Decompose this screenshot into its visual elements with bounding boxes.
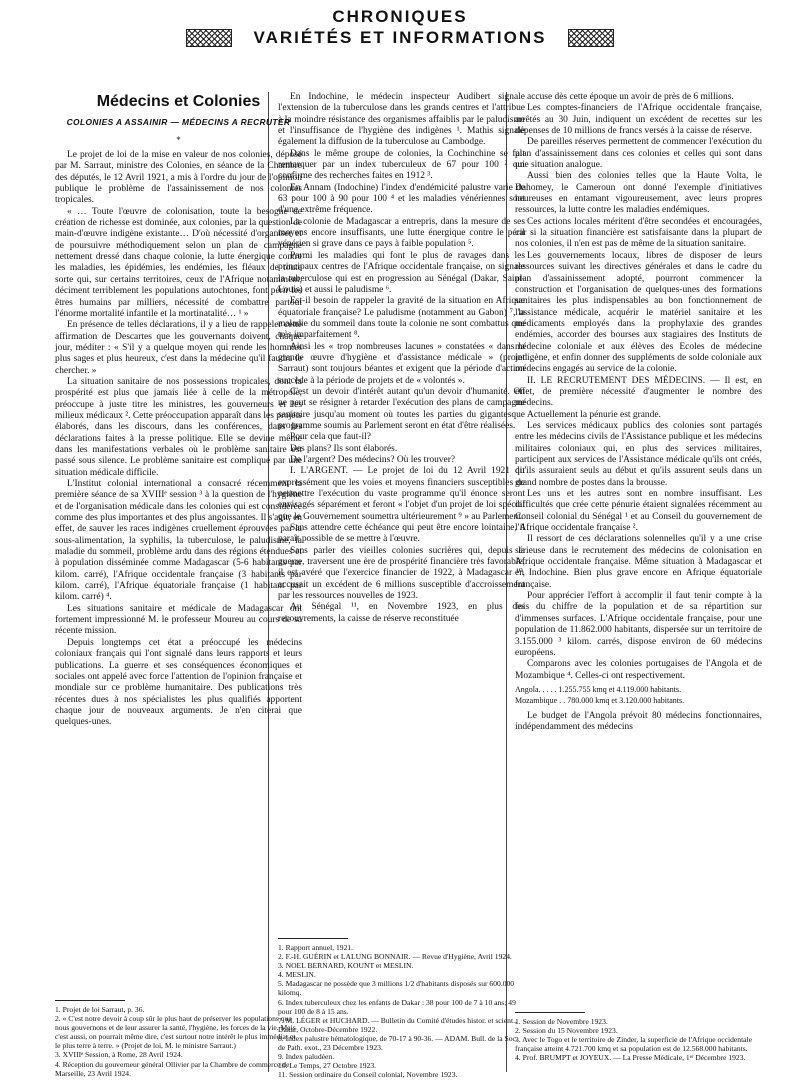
footnote: 2. F.-H. GUÉRIN et LALUNG BONNAIR. — Revue d'Hygiène, Avril 1924. xyxy=(278,952,512,962)
paragraph: Il ressort de ces déclarations solennelles qu'il y a une crise sérieuse dans le recrutement des médecins de colonisation en Afrique occidentale française. Même situation à Madagascar et en Indochine. Bien plus grave encore en Afrique équatoriale française. xyxy=(515,534,762,590)
paragraph: Dans le même groupe de colonies, la Cochinchine se fait remarquer par un index tuberculeux de 67 pour 100 ² qui confirme des recherches faites en 1912 ³. xyxy=(278,148,525,182)
footnote: 5. Madagascar ne possède que 3 millions 1/2 d'habitants disposés sur 600.000 kilomq. xyxy=(278,979,515,998)
paragraph: Depuis longtemps cet état a préoccupé les médecins coloniaux français qui l'ont signalé dans leurs rapports et leurs publications. La guerre et ses conséquences économiques et sociales ont appelé avec force l'attention de l'opinion française et mondiale sur ce problème humanitaire. Des publications très récentes dues à nos spécialistes les plus qualifiés apportent chaque jour de nouveaux arguments. Je n'en citerai que quelques-unes. xyxy=(55,637,302,728)
paragraph: Comparons avec les colonies portugaises de l'Angola et de Mozambique ⁴. Celles-ci ont respectivement. xyxy=(515,659,762,681)
paragraph: « … Toute l'œuvre de colonisation, toute la besogne de création de richesse est dominée, aux colonies, par la question de main-d'œuvre indigène existante… D'où nécessité d'organiser et de poursuivre méthodiquement selon un plan de campagne nettement dressé dans chaque colonie, la lutte énergique contre les maladies, les épidémies, les endémies, les fléaux de toute sorte qui, sur certains territoires, ceux de l'Afrique notamment, déciment terriblement les populations autochtones, font périr les êtres humains par milliers, nécessité de combattre partout l'énorme mortalité infantile et la mortinatalité… ¹ » xyxy=(55,206,302,319)
article-title: Médecins et Colonies xyxy=(96,93,261,110)
paragraph: Les uns et les autres sont en nombre insuffisant. Les difficultés que crée cette pénurie étaient signalées récemment au Conseil colonial du Sénégal ¹ et au Conseil du gouvernement de l'Afrique occidentale française ². xyxy=(515,489,762,534)
footnote: 11. Session ordinaire du Conseil colonial, Novembre 1923. xyxy=(278,1070,458,1080)
column-2 xyxy=(278,92,525,625)
paragraph: En présence de telles déclarations, il y a lieu de rappeler cette affirmation de Descartes que les gouvernants doivent, chaque jour, méditer : « S'il y a quelque moyen qui rende les hommes plus sages et plus heureux, c'est dans la médecine qu'il faudra le chercher. » xyxy=(55,320,302,376)
population-table xyxy=(515,684,762,707)
footnotes-col1 xyxy=(55,1000,302,1078)
paragraph: I. L'ARGENT. — Le projet de loi du 12 Avril 1921 dit expressément que les voies et moyens financiers susceptibles de permettre l'exécution du vaste programme qu'il énonce seront envisagés séparément et feront « l'objet d'un projet de loi spécial que le Gouvernement soumettra ultérieurement ⁹ » au Parlement. xyxy=(278,466,525,522)
paragraph: Les situations sanitaire et médicale de Madagascar ont fortement impressionné M. le professeur Moureu au cours de sa récente mission. xyxy=(55,603,302,637)
footnote: 4. Réception du gouverneur général Ollivier par la Chambre de commerce de Marseille, 23 Avril 1924. xyxy=(55,1059,290,1078)
paragraph: Ainsi les « trop nombreuses lacunes » constatées « dans la grande œuvre d'hygiène et d'assistance médicale » (projet Sarraut) sont toujours béantes et exigent que la période d'action succède à la période de projets et de « volontés ». xyxy=(278,341,525,386)
footnote: 7. M. LÉGER et HUCHARD. — Bulletin du Comité d'études histor. et scient., Dakar, Octobre-Décembre 1922. xyxy=(278,1015,517,1034)
paragraph: Pour cela que faut-il? xyxy=(290,432,371,443)
paragraph: II. LE RECRUTEMENT DES MÉDECINS. — Il est, en effet, de première nécessité d'augmenter le nombre des médecins. xyxy=(515,375,762,409)
paragraph: C'est un devoir d'intérêt autant qu'un devoir d'humanité. On ne peut se résigner à retarder l'exécution des plans de campagne sanitaire jusqu'au moment où toutes les parties du gigantesque programme soumis au Parlement seront en état d'être réalisées. xyxy=(278,386,525,431)
footnote: 4. Prof. BRUMPT et JOYEUX. — La Presse Médicale, 1ᵉʳ Décembre 1923. xyxy=(515,1053,746,1063)
paragraph: De l'argent? Des médecins? Où les trouver? xyxy=(290,455,456,465)
footnote: 1. Session de Novembre 1923. xyxy=(515,1017,608,1026)
paragraph: Au Sénégal ¹¹, en Novembre 1923, en plus des recouvrements, la caisse de réserve reconstituée xyxy=(278,602,525,624)
footnote: 1. Rapport annuel, 1921. xyxy=(278,943,354,952)
paragraph: De pareilles réserves permettent de commencer l'exécution du plan d'assainissement dans ces colonies et celles qui sont dans une situation analogue. xyxy=(515,137,762,171)
paragraph: L'Institut colonial international a consacré récemment la première séance de sa XVIIIᵉ session ³ à la question de l'hygiène et de l'organisation médicale dans les colonies qui est considérée comme des plus importantes et des plus angoissantes. Il s'agit, en effet, de sauver les races indigènes cruellement éprouvées par la sous-alimentation, la syphilis, la tuberculose, le paludisme, la maladie du sommeil, problème ardu dans des régions étendues et à population disséminée comme Madagascar (5-6 habitants par kilom. carré), l'Afrique occidentale française (3 habitants par kilom. carré), l'Afrique équatoriale française (1 habitant par kilom. carré) ⁴. xyxy=(55,479,302,603)
paragraph: En Annam (Indochine) l'index d'endémicité palustre varie de 63 pour 100 à 90 pour 100 ⁴ et les maladies vénériennes sont d'une extrême fréquence. xyxy=(278,182,525,216)
footnote: 9. Index paludéen. xyxy=(278,1052,335,1062)
paragraph: Est-il besoin de rappeler la gravité de la situation en Afrique équatoriale française? Le paludisme (notamment au Gabon) ⁷, la maladie du sommeil dans toute la colonie ne sont combattus que très imparfaitement ⁸. xyxy=(278,296,525,341)
column-3 xyxy=(515,92,762,733)
paragraph: Les comptes-financiers de l'Afrique occidentale française, arrêtés au 30 Juin, indiquent un excédent de recettes sur les dépenses de 10 millions de francs versés à la caisse de réserve. xyxy=(515,103,762,137)
footnotes-col3 xyxy=(515,1012,762,1062)
column-1 xyxy=(55,92,302,729)
footnote: 4. MESLIN. xyxy=(278,970,316,980)
article-subtitle: COLONIES A ASSAINIR — MÉDECINS A RECRUTER xyxy=(66,117,291,128)
paragraph: La situation sanitaire de nos possessions tropicales, dont la prospérité est plus que jamais liée à celle de la métropole, préoccupe à juste titre les ministres, les gouverneurs et les milieux médicaux ². Cette préoccupation apparaît dans les projets élaborés, dans les discours, dans les conférences, dans les déclarations faites à la presse politique. Elle se devine même dans les manifestations verbales où le problème sanitaire est passé sous silence. Le problème sanitaire est compliqué par une situation médicale difficile. xyxy=(55,376,302,478)
footnote: 8. Index palustre hématologique, de 70-17 à 90-36. — ADAM. Bull. de la Soc. de Path. exot., 23 Décembre 1923. xyxy=(278,1033,518,1053)
paragraph: Les services médicaux publics des colonies sont partagés entre les médecins civils de l'Assistance publique et les médecins militaires coloniaux qui, en plus des services militaires, participent aux services de l'Assistance médicale qu'ils ont créés, qu'ils assuraient seuls au début et qu'ils assurent seuls dans un grand nombre de postes dans la brousse. xyxy=(515,420,762,488)
paragraph: Parmi les maladies qui font le plus de ravages dans les principaux centres de l'Afrique occidentale française, on signale la tuberculose qui est en progression au Sénégal (Dakar, Saint-Louis) et aussi le paludisme ⁶. xyxy=(278,250,525,295)
paragraph: accuse dès cette époque un avoir de près de 6 millions. xyxy=(527,92,734,102)
paragraph: Actuellement la pénurie est grande. xyxy=(527,409,661,420)
paragraph: Sans attendre cette échéance qui peut être encore lointaine, il paraît possible de se mettre à l'œuvre. xyxy=(278,523,525,545)
footnote: 2. Session du 15 Novembre 1923. xyxy=(515,1026,618,1036)
header-title: CHRONIQUES xyxy=(332,7,468,26)
footnote: 3. XVIIIᵉ Session, à Rome, 28 Avril 1924. xyxy=(55,1050,183,1060)
footnote: 10. Le Temps, 27 Octobre 1923. xyxy=(278,1061,377,1071)
paragraph: Sans parler des vieilles colonies sucrières qui, depuis la guerre, traversent une ère de prospérité financière très favorable, il est avéré que l'exercice financier de 1922, à Madagascar ¹⁰, accusait un excédent de 6 millions susceptible d'accroissement par les ressources nouvelles de 1923. xyxy=(278,545,525,602)
ornament-left-icon xyxy=(186,29,232,47)
paragraph: En Indochine, le médecin inspecteur Audibert signale l'extension de la tuberculose dans les grands centres et l'attribue à la moindre résistance des organismes affaiblis par le paludisme et l'insuffisance de l'hygiène des indigènes ¹. Mathis signale également la diffusion de la tuberculose au Cambodge. xyxy=(278,92,525,148)
page-header xyxy=(0,6,800,48)
footnotes-col2 xyxy=(278,938,525,1079)
paragraph: Le budget de l'Angola prévoit 80 médecins fonctionnaires, indépendamment des médecins xyxy=(515,710,762,732)
footnote: 3. Avec le Togo et le territoire de Zinder, la superficie de l'Afrique occidentale française atteint 4.721.700 kmq et sa population est de 12.568.000 habitants. xyxy=(515,1035,753,1054)
paragraph: Pour apprécier l'effort à accomplir il faut tenir compte à la fois du chiffre de la population et de sa répartition sur d'immenses surfaces. L'Afrique occidentale française, pour une population de 11.862.000 habitants, dispersée sur un territoire de 3.155.000 ³ kilom. carrés, dispose environ de 60 médecins européens. xyxy=(515,591,762,658)
header-subtitle: VARIÉTÉS ET INFORMATIONS xyxy=(253,28,547,47)
paragraph: Les gouvernements locaux, libres de disposer de leurs ressources suivant les directives générales et dans le cadre du plan d'assainissement adopté, pourront commencer la construction et l'organisation de quelques-unes des formations sanitaires les plus indispensables au bon fonctionnement de l'assistance médicale, acquérir le matériel sanitaire et les médicaments employés dans la prophylaxie des grandes endémies, accorder des bourses aux stagiaires des Instituts de médecine coloniale et aux élèves des Ecoles de médecine indigène, et enfin donner des suppléments de solde coloniale aux médecins engagés au service de la colonie. xyxy=(515,250,762,375)
separator-star: * xyxy=(176,134,181,145)
header-subtitle-row xyxy=(0,27,800,48)
paragraph: Ces actions locales méritent d'être secondées et encouragées, car si la situation financière est satisfaisante dans la plupart de nos colonies, il n'en est pas de même de la situation sanitaire. xyxy=(515,216,762,250)
table-row: Mozambique . . 780.000 kmq et 3.120.000 habitants. xyxy=(515,696,685,706)
table-row: Angola. . . . . 1.255.755 kmq et 4.119.000 habitants. xyxy=(515,684,682,694)
footnote: 2. « C'est notre devoir à coup sûr le plus haut de préserver les populations que nous gouvernons et de leur assurer la santé, l'hygiène, les forces de la vie. Mais c'est aussi, on pourrait même dire, c'est surtout notre intérêt le plus immédiat et le plus terre à terre. » (Projet de loi, M. le ministre Sarraut.) xyxy=(55,1014,296,1051)
footnote: 1. Projet de loi Sarraut, p. 36. xyxy=(55,1005,145,1014)
footnote: 6. Index tuberculeux chez les enfants de Dakar : 38 pour 100 de 7 à 10 ans; 49 pour 100 de 8 à 15 ans. xyxy=(278,997,516,1016)
paragraph: Le projet de loi de la mise en valeur de nos colonies, déposé par M. Sarraut, ministre des Colonies, en séance de la Chambre des députés, le 12 Avril 1921, a mis à l'ordre du jour de l'opinion publique le problème de l'assainissement de nos colonies tropicales. xyxy=(55,150,302,206)
ornament-right-icon xyxy=(568,29,614,47)
paragraph: Des plans? Ils sont élaborés. xyxy=(290,443,398,454)
paragraph: La colonie de Madagascar a entrepris, dans la mesure de ses moyens encore insuffisants, une lutte énergique contre le péril vénérien si grave dans ce pays à faible population ⁵. xyxy=(278,216,525,250)
paragraph: Aussi bien des colonies telles que la Haute Volta, le Dahomey, le Cameroun ont donné l'exemple d'initiatives heureuses en entamant vigoureusement, avec leurs propres ressources, la lutte contre les maladies endémiques. xyxy=(515,171,762,216)
footnote: 3. NOEL BERNARD, KOUNT et MESLIN. xyxy=(278,961,414,971)
